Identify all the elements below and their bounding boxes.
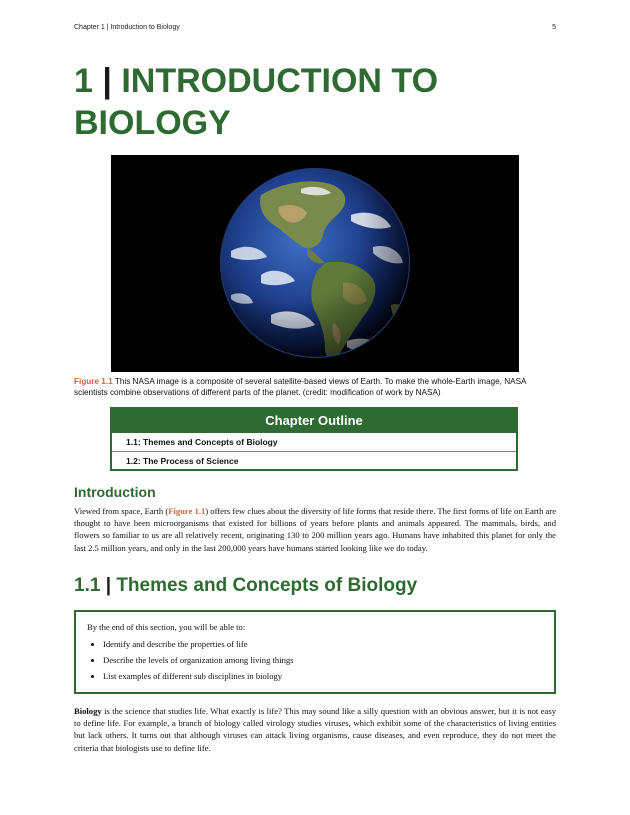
objective-item: • List examples of different sub disciplines in biology [103,668,554,684]
key-term-biology: Biology [74,706,102,716]
objectives-intro: By the end of this section, you will be able to: [87,622,246,632]
section-heading [74,575,417,597]
intro-text-start: Viewed from space, Earth ( [74,506,169,516]
objectives-list [87,636,554,684]
chapter-title [74,60,554,144]
section-title: Themes and Concepts of Biology [116,575,418,596]
intro-text-rest: ) offers few clues about the diversity of life forms that reside there. The first forms of life on Earth are thought to have been microorganisms that existed for billions of years before plants and animals appeared. The mammals, birds, and flowers so familiar to us are all relatively recent, originating 130 to 200 million years ago. Humans have inhabited this planet for only the last 2.5 million years, and only in the last 200,000 years have humans started looking like we do today. [74,506,557,553]
section-separator: | [105,575,112,596]
figure-caption [74,377,556,398]
title-separator: | [102,62,112,100]
introduction-paragraph [74,505,556,554]
biology-paragraph-text: is the science that studies life. What exactly is life? This may sound like a silly question with an obvious answer, but it is not easy to define life. For example, a branch of biology called virology studies viruses, which exhibit some of the characteristics of living entities but lack others. It turns out that although viruses can attack living organisms, cause diseases, and even reproduce, they do not meet the criteria that biologists use to define life. [74,706,556,753]
figure-caption-text: This NASA image is a composite of several satellite-based views of Earth. To make the whole-Earth image, NASA scientists combine observations of different parts of the planet. (credit: modification of work by NASA) [74,377,527,397]
chapter-outline-box [110,407,518,471]
objective-item: • Identify and describe the properties of life [103,636,554,652]
learning-objectives-box [74,610,556,694]
earth-image [111,155,519,372]
outline-item-1-1: 1.1: Themes and Concepts of Biology [126,437,278,447]
introduction-heading: Introduction [74,484,156,500]
running-head-title: Chapter 1 | Introduction to Biology [74,24,180,31]
objective-item: • Describe the levels of organization among living things [103,652,554,668]
outline-item-1-2: 1.2: The Process of Science [112,451,516,470]
figure-label: Figure 1.1 [74,377,113,386]
chapter-number: 1 [74,62,93,100]
biology-paragraph [74,705,556,754]
chapter-outline-heading: Chapter Outline [112,409,516,433]
section-number: 1.1 [74,575,101,596]
chapter-title-text: INTRODUCTION TO BIOLOGY [74,62,439,142]
running-head [74,24,556,31]
figure-reference-link[interactable]: Figure 1.1 [168,506,206,516]
page-number: 5 [552,24,556,31]
